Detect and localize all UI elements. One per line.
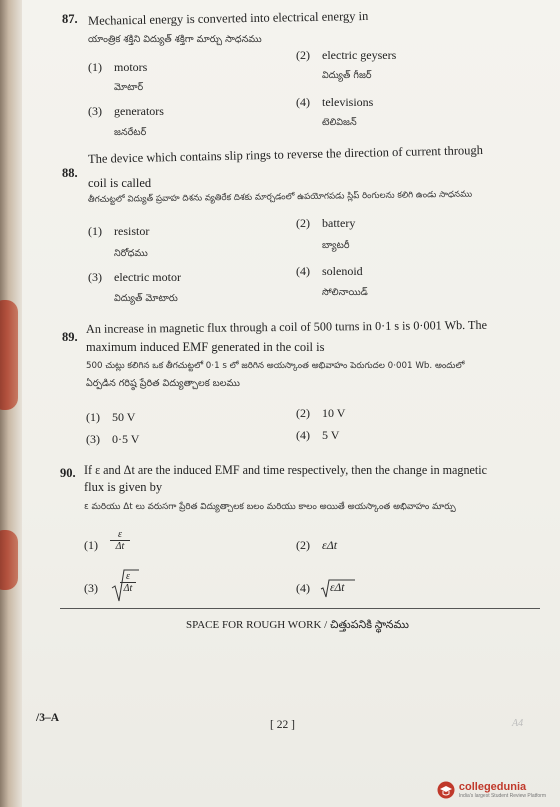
fraction-denominator: Δt — [123, 583, 133, 594]
page-number: [ 22 ] — [270, 719, 295, 731]
option-1-telugu: మోటార్ — [114, 82, 144, 93]
question-text: An increase in magnetic flux through a coil of 500 turns in 0·1 s is 0·001 Wb. The — [85, 317, 488, 336]
logo-name: collegedunia — [458, 781, 527, 793]
exam-page — [18, 0, 560, 807]
question-telugu: ε మరియు Δt లు వరుసగా ప్రేరిత విద్యుత్చాలక బలం మరియు కాలం అయితే అయస్కాంత అభివాహం మార్పు — [84, 502, 456, 512]
watermark-logo — [437, 781, 546, 799]
question-telugu: యాంత్రిక శక్తిని విద్యుత్ శక్తిగా మార్చు సాధనము — [88, 34, 262, 45]
fraction-numerator: ε — [126, 571, 130, 582]
question-telugu: తీగచుట్టలో విద్యుత్ ప్రవాహ దిశను వ్యతిరేక దిశకు మార్చడంలో ఉపయోగపడు స్లిప్ రింగులను కలిగి ఉండు సాధనము — [87, 189, 473, 205]
question-text-line2: coil is called — [88, 176, 152, 190]
thumb-image — [0, 300, 18, 410]
option-4: (4) televisions — [296, 95, 374, 109]
option-3: (3) 0·5 V — [86, 432, 140, 446]
option-4: (4) solenoid — [296, 264, 363, 278]
fraction-denominator: Δt — [115, 541, 125, 552]
option-1: (1) motors — [88, 60, 148, 74]
question-number: 87. — [62, 12, 78, 26]
question-number: 89. — [62, 330, 78, 344]
rough-work-label: SPACE FOR ROUGH WORK / చిత్తుపనికి స్థానము — [186, 619, 409, 631]
option-4: (4) 5 V — [296, 428, 340, 442]
option-1: (1) — [84, 538, 98, 552]
option-2-telugu: విద్యుత్ గీజర్ — [322, 70, 372, 81]
option-3: (3) — [84, 581, 98, 595]
option-2: (2) battery — [296, 216, 356, 230]
option-1-fraction — [110, 529, 130, 552]
option-1: (1) 50 V — [86, 410, 136, 424]
option-2: (2) electric geysers — [296, 48, 397, 62]
question-number: 90. — [60, 466, 76, 480]
divider-line — [60, 608, 540, 609]
option-4-telugu: సోలినాయిడ్ — [322, 287, 368, 298]
graduate-cap-icon — [437, 781, 455, 799]
option-2: (2) 10 V — [296, 406, 346, 420]
option-3-telugu: జనరేటర్ — [114, 127, 147, 138]
question-telugu: 500 చుట్లు కలిగిన ఒక తీగచుట్టలో 0·1 s లో జరిగిన అయస్కాంత అభివాహం పెరుగుదల 0·001 Wb. అందులో — [86, 361, 465, 371]
question-text: If ε and Δt are the induced EMF and time respectively, then the change in magnetic — [84, 463, 487, 477]
option-3: (3) electric motor — [88, 270, 181, 284]
option-3: (3) generators — [88, 104, 164, 118]
corner-mark: A4 — [512, 718, 524, 729]
question-number: 88. — [62, 166, 78, 180]
option-2-telugu: బ్యాటరీ — [322, 240, 350, 251]
fraction-numerator: ε — [118, 529, 122, 540]
question-text-line2: maximum induced EMF generated in the coil is — [86, 340, 325, 354]
option-4-telugu: టెలివిజన్ — [322, 117, 357, 128]
option-4: (4) — [296, 581, 310, 595]
option-3-fraction — [120, 571, 136, 594]
finger-image — [0, 530, 18, 590]
booklet-code: /3–A — [36, 712, 59, 724]
logo-tagline: India's largest Student Review Platform — [458, 793, 546, 799]
option-3-telugu: విద్యుత్ మోటారు — [114, 293, 178, 304]
question-telugu-line2: ఏర్పడిన గరిష్ఠ ప్రేరిత విద్యుత్చాలక బలము — [86, 378, 240, 389]
question-text-line2: flux is given by — [84, 480, 163, 494]
option-4-radicand: εΔt — [330, 582, 345, 594]
option-2: (2) εΔt — [296, 538, 338, 552]
question-text: The device which contains slip rings to reverse the direction of current through — [87, 143, 484, 166]
option-1: (1) resistor — [88, 224, 150, 238]
option-1-telugu: నిరోధము — [114, 248, 148, 259]
question-text: Mechanical energy is converted into electrical energy in — [87, 8, 369, 28]
